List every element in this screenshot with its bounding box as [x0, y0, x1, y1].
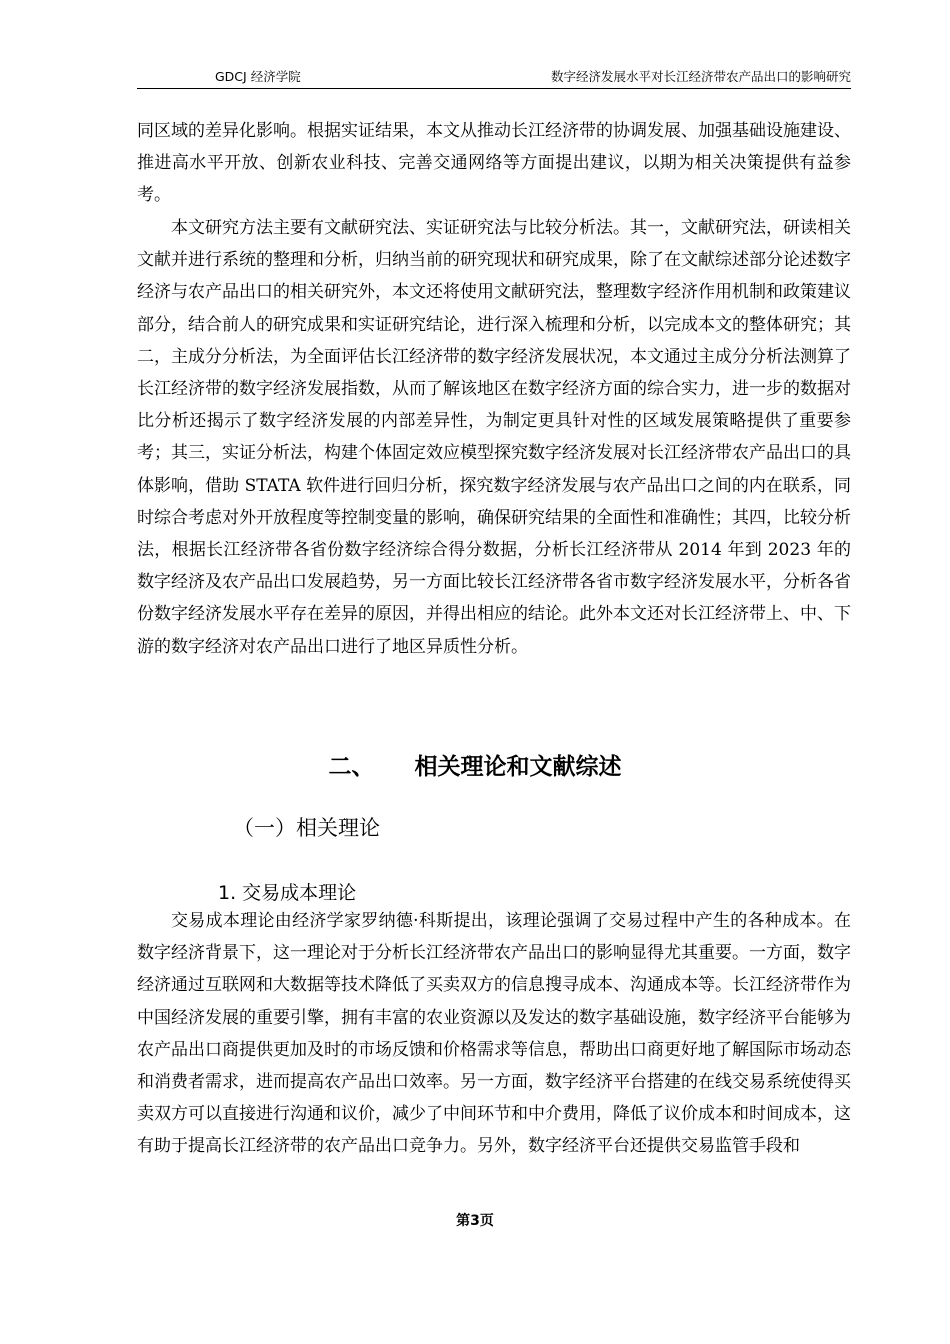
header-right-text: 数字经济发展水平对长江经济带农产品出口的影响研究	[550, 69, 851, 84]
section-title: 相关理论和文献综述	[414, 754, 622, 780]
paragraph-2: 本文研究方法主要有文献研究法、实证研究法与比较分析法。其一，文献研究法，研读相关文献并进行系统的整理和分析，归纳当前的研究现状和研究成果，除了在文献综述部分论述数字经济与农产品出口的相关研究外，本文还将使用文献研究法，整理数字经济作用机制和政策建议部分，结合前人的研究成果和实证研究结论，进行深入梳理和分析，以完成本文的整体研究；其二，主成分分析法，为全面评估长江经济带的数字经济发展状况，本文通过主成分分析法测算了长江经济带的数字经济发展指数，从而了解该地区在数字经济方面的综合实力，进一步的数据对比分析还揭示了数字经济发展的内部差异性，为制定更具针对性的区域发展策略提供了重要参考；其三，实证分析法，构建个体固定效应模型探究数字经济发展对长江经济带农产品出口的具体影响，借助 STATA 软件进行回归分析，探究数字经济发展与农产品出口之间的内在联系，同时综合考虑对外开放程度等控制变量的影响，确保研究结果的全面性和准确性；其四，比较分析法，根据长江经济带各省份数字经济综合得分数据，分析长江经济带从 2014 年到 2023 年的数字经济及农产品出口发展趋势，另一方面比较长江经济带各省市数字经济发展水平，分析各省份数字经济发展水平存在差异的原因，并得出相应的结论。此外本文还对长江经济带上、中、下游的数字经济对农产品出口进行了地区异质性分析。	[137, 218, 851, 657]
section-heading	[0, 748, 950, 781]
header-left-text: GDCJ 经济学院	[215, 69, 301, 84]
paragraph-1: 同区域的差异化影响。根据实证结果，本文从推动长江经济带的协调发展、加强基础设施建设、推进高水平开放、创新农业科技、完善交通网络等方面提出建议，以期为相关决策提供有益参考。	[137, 121, 851, 206]
section-number: 二、	[328, 754, 375, 780]
page-number: 第3页	[456, 1213, 494, 1229]
subsubsection-heading: 1. 交易成本理论	[218, 882, 357, 904]
page-header	[137, 62, 851, 89]
paragraph-3: 交易成本理论由经济学家罗纳德·科斯提出，该理论强调了交易过程中产生的各种成本。在数字经济背景下，这一理论对于分析长江经济带农产品出口的影响显得尤其重要。一方面，数字经济通过互联网和大数据等技术降低了买卖双方的信息搜寻成本、沟通成本等。长江经济带作为中国经济发展的重要引擎，拥有丰富的农业资源以及发达的数字基础设施，数字经济平台能够为农产品出口商提供更加及时的市场反馈和价格需求等信息，帮助出口商更好地了解国际市场动态和消费者需求，进而提高农产品出口效率。另一方面，数字经济平台搭建的在线交易系统使得买卖双方可以直接进行沟通和议价，减少了中间环节和中介费用，降低了议价成本和时间成本，这有助于提高长江经济带的农产品出口竞争力。另外，数字经济平台还提供交易监管手段和	[137, 911, 851, 1157]
subsection-heading: （一）相关理论	[233, 816, 380, 840]
